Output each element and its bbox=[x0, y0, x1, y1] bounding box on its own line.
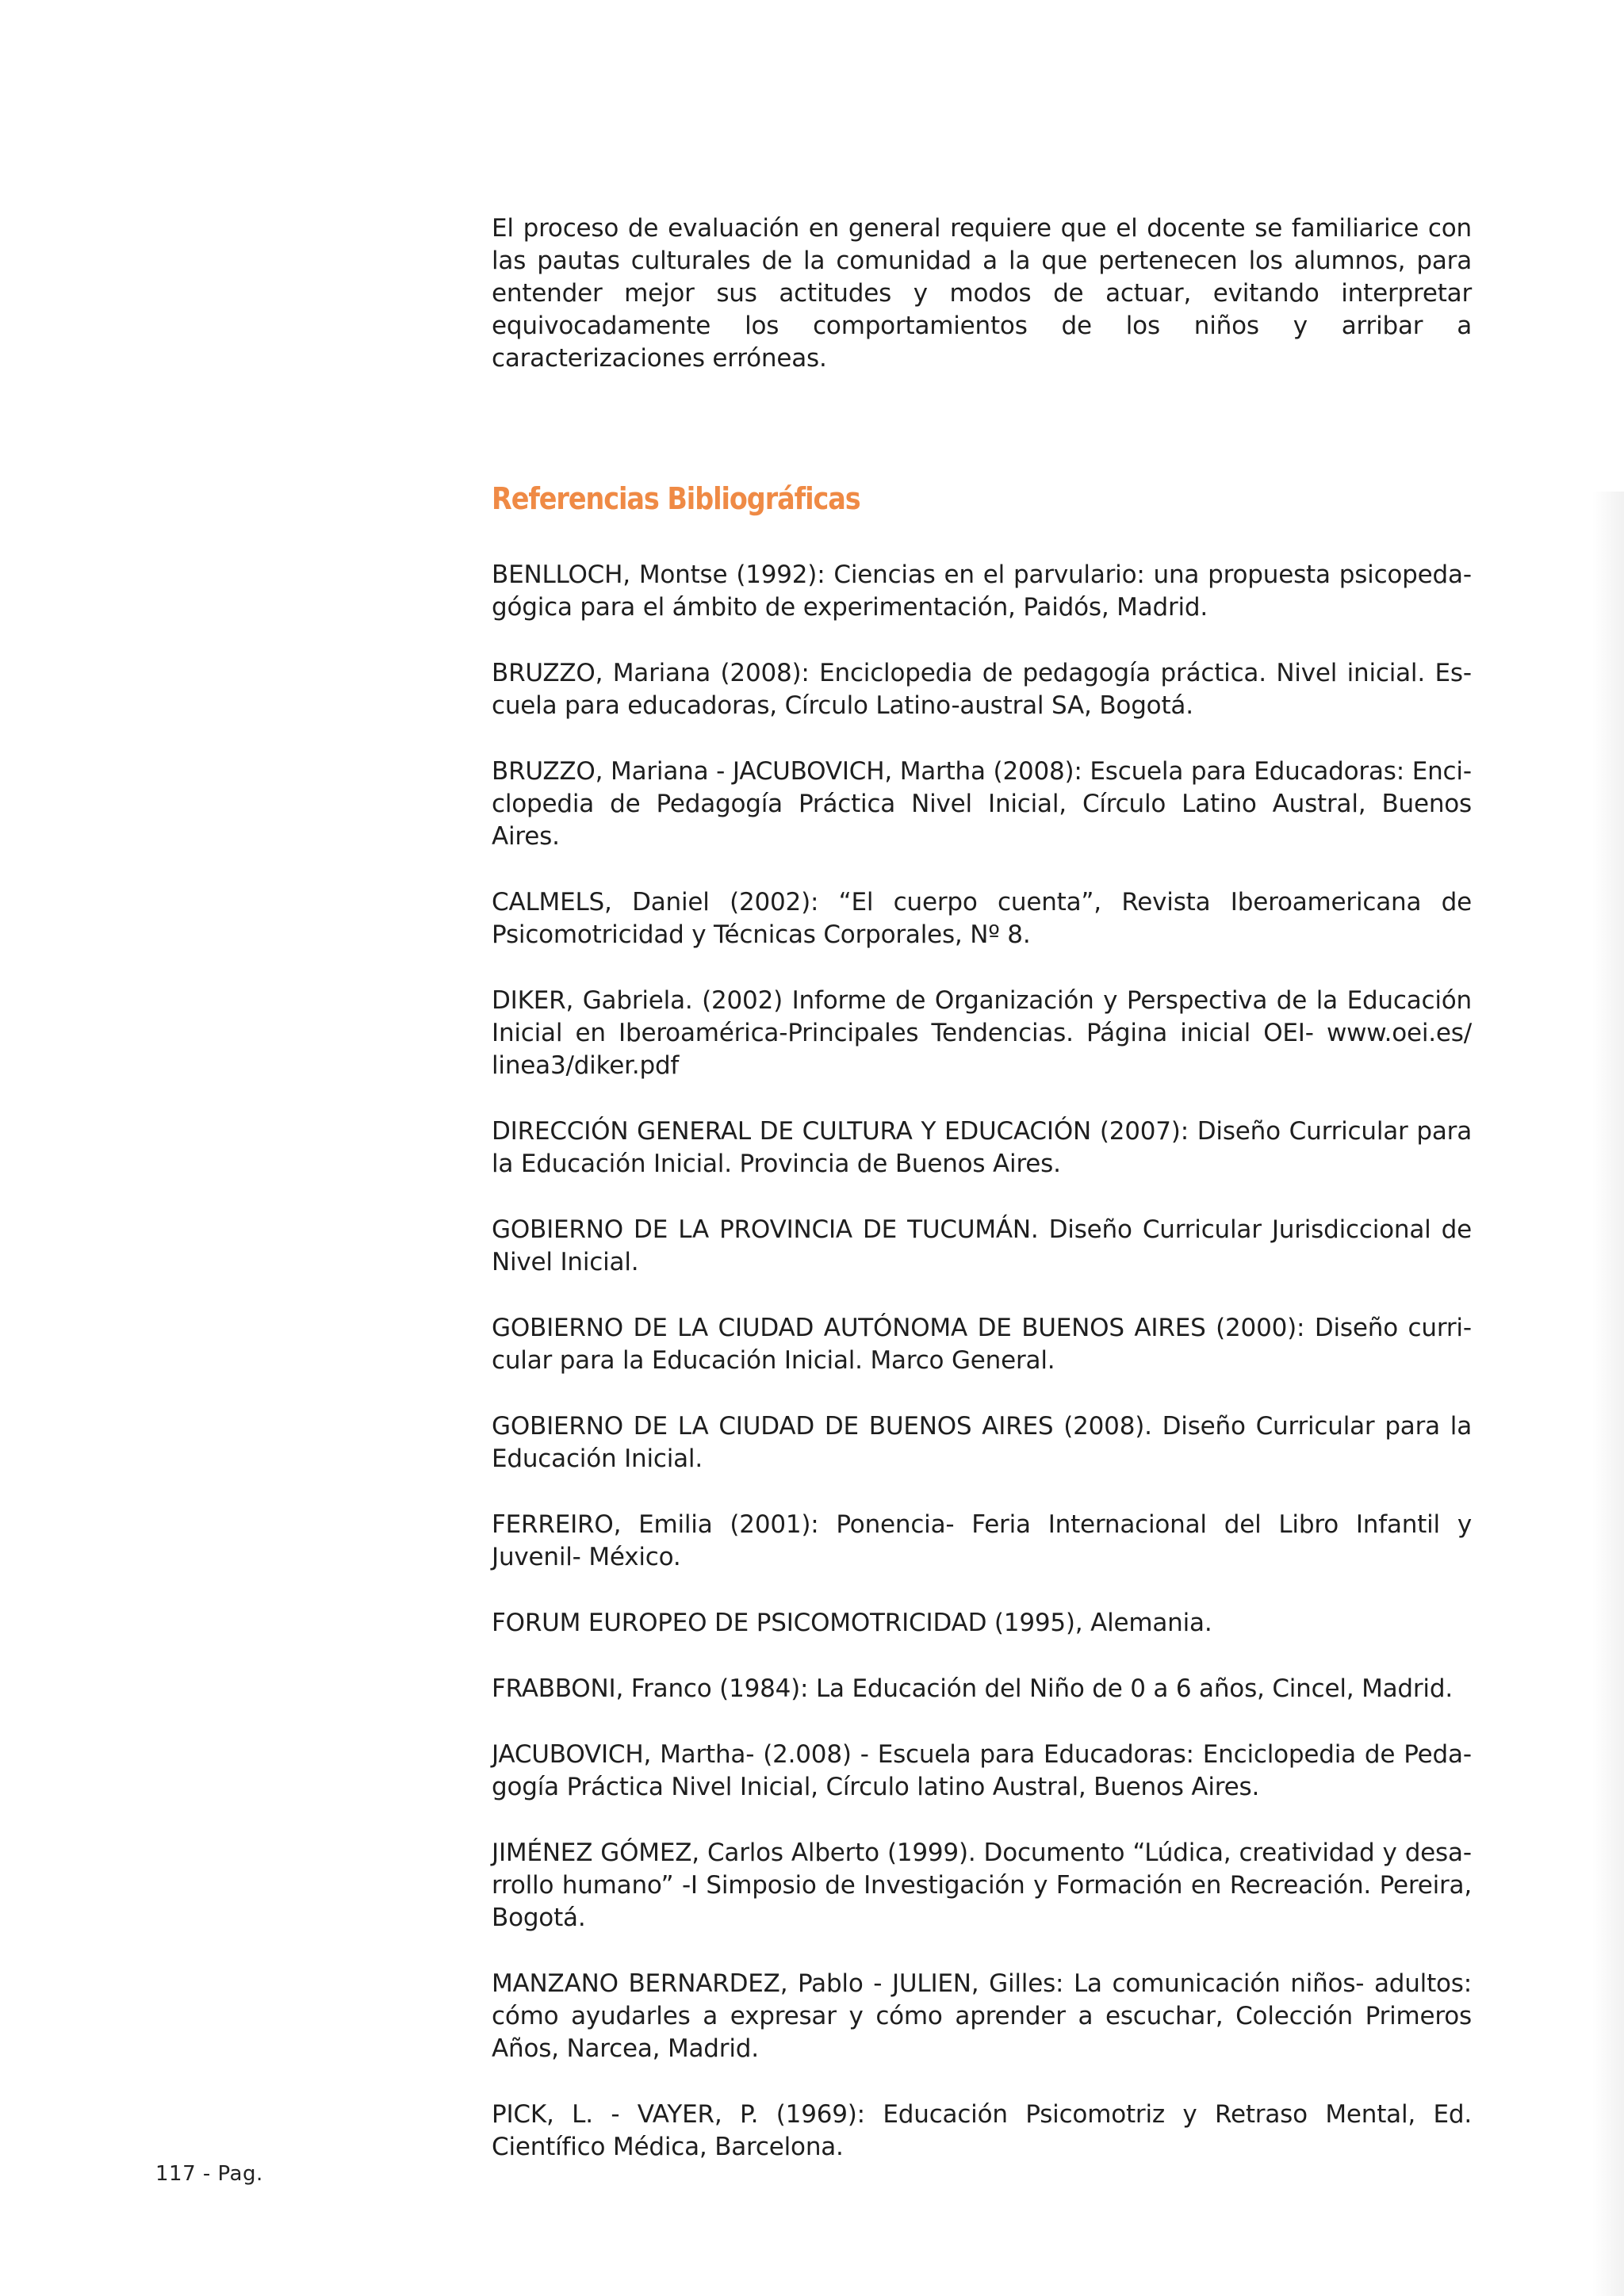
reference-item: DIRECCIÓN GENERAL DE CULTURA Y EDUCACIÓN (2007): Diseño Curricular para la Educación Inicial. Provincia de Buenos Aires. bbox=[492, 1117, 1472, 1178]
intro-paragraph: El proceso de evaluación en general requiere que el docente se familiarice con las pautas culturales de la comunidad a la que pertenecen los alumnos, para entender mejor sus actitudes y modos de actuar, evitando interpretar equivocadamente los comportamientos de los niños y arribar a caracterizaciones erróneas. bbox=[492, 214, 1472, 373]
reference-item: BENLLOCH, Montse (1992): Ciencias en el parvulario: una propuesta psicopedagógica para el ámbito de experimentación, Paidós, Madrid. bbox=[492, 561, 1472, 622]
reference-item: JIMÉNEZ GÓMEZ, Carlos Alberto (1999). Documento “Lúdica, creatividad y desarrollo humano” -I Simposio de Investigación y Formación en Recreación. Pereira, Bogotá. bbox=[492, 1839, 1472, 1932]
reference-item: BRUZZO, Mariana (2008): Enciclopedia de pedagogía práctica. Nivel inicial. Escuela para educadoras, Círculo Latino-austral SA, Bogotá. bbox=[492, 659, 1472, 720]
section-title: Referencias Bibliográficas bbox=[492, 481, 860, 516]
reference-item: FERREIRO, Emilia (2001): Ponencia- Feria Internacional del Libro Infantil y Juvenil- México. bbox=[492, 1510, 1472, 1571]
page-edge-shadow bbox=[1592, 492, 1624, 2296]
reference-item: GOBIERNO DE LA PROVINCIA DE TUCUMÁN. Diseño Curricular Jurisdiccional de Nivel Inicial. bbox=[492, 1215, 1472, 1276]
reference-item: CALMELS, Daniel (2002): “El cuerpo cuenta”, Revista Iberoamericana de Psicomotricidad y Técnicas Corporales, Nº 8. bbox=[492, 888, 1472, 949]
reference-item: FORUM EUROPEO DE PSICOMOTRICIDAD (1995), Alemania. bbox=[492, 1609, 1212, 1637]
reference-item: PICK, L. - VAYER, P. (1969): Educación Psicomotriz y Retraso Mental, Ed. Científico Médica, Barcelona. bbox=[492, 2100, 1472, 2161]
reference-item: MANZANO BERNARDEZ, Pablo - JULIEN, Gilles: La comunicación niños- adultos: cómo ayudarles a expresar y cómo aprender a escuchar, Colección Primeros Años, Narcea, Madrid. bbox=[492, 1969, 1472, 2063]
reference-list bbox=[492, 559, 1472, 2164]
reference-item: GOBIERNO DE LA CIUDAD AUTÓNOMA DE BUENOS AIRES (2000): Diseño curricular para la Educación Inicial. Marco General. bbox=[492, 1314, 1472, 1375]
reference-item: DIKER, Gabriela. (2002) Informe de Organización y Perspectiva de la Educación Inicial en Iberoamérica-Principales Tendencias. Página inicial OEI- www.oei.es/ linea3/diker.pdf bbox=[492, 986, 1472, 1080]
reference-item: JACUBOVICH, Martha- (2.008) - Escuela para Educadoras: Enciclopedia de Pedagogía Práctica Nivel Inicial, Círculo latino Austral, Buenos Aires. bbox=[492, 1740, 1472, 1801]
reference-item: BRUZZO, Mariana - JACUBOVICH, Martha (2008): Escuela para Educadoras: Enciclopedia de Pedagogía Práctica Nivel Inicial, Círculo Latino Austral, Buenos Aires. bbox=[492, 757, 1472, 851]
reference-item: GOBIERNO DE LA CIUDAD DE BUENOS AIRES (2008). Diseño Curricular para la Educación Inicial. bbox=[492, 1412, 1472, 1473]
reference-item: FRABBONI, Franco (1984): La Educación del Niño de 0 a 6 años, Cincel, Madrid. bbox=[492, 1674, 1453, 1703]
page-number: 117 - Pag. bbox=[155, 2162, 263, 2186]
main-content bbox=[492, 212, 1472, 2197]
